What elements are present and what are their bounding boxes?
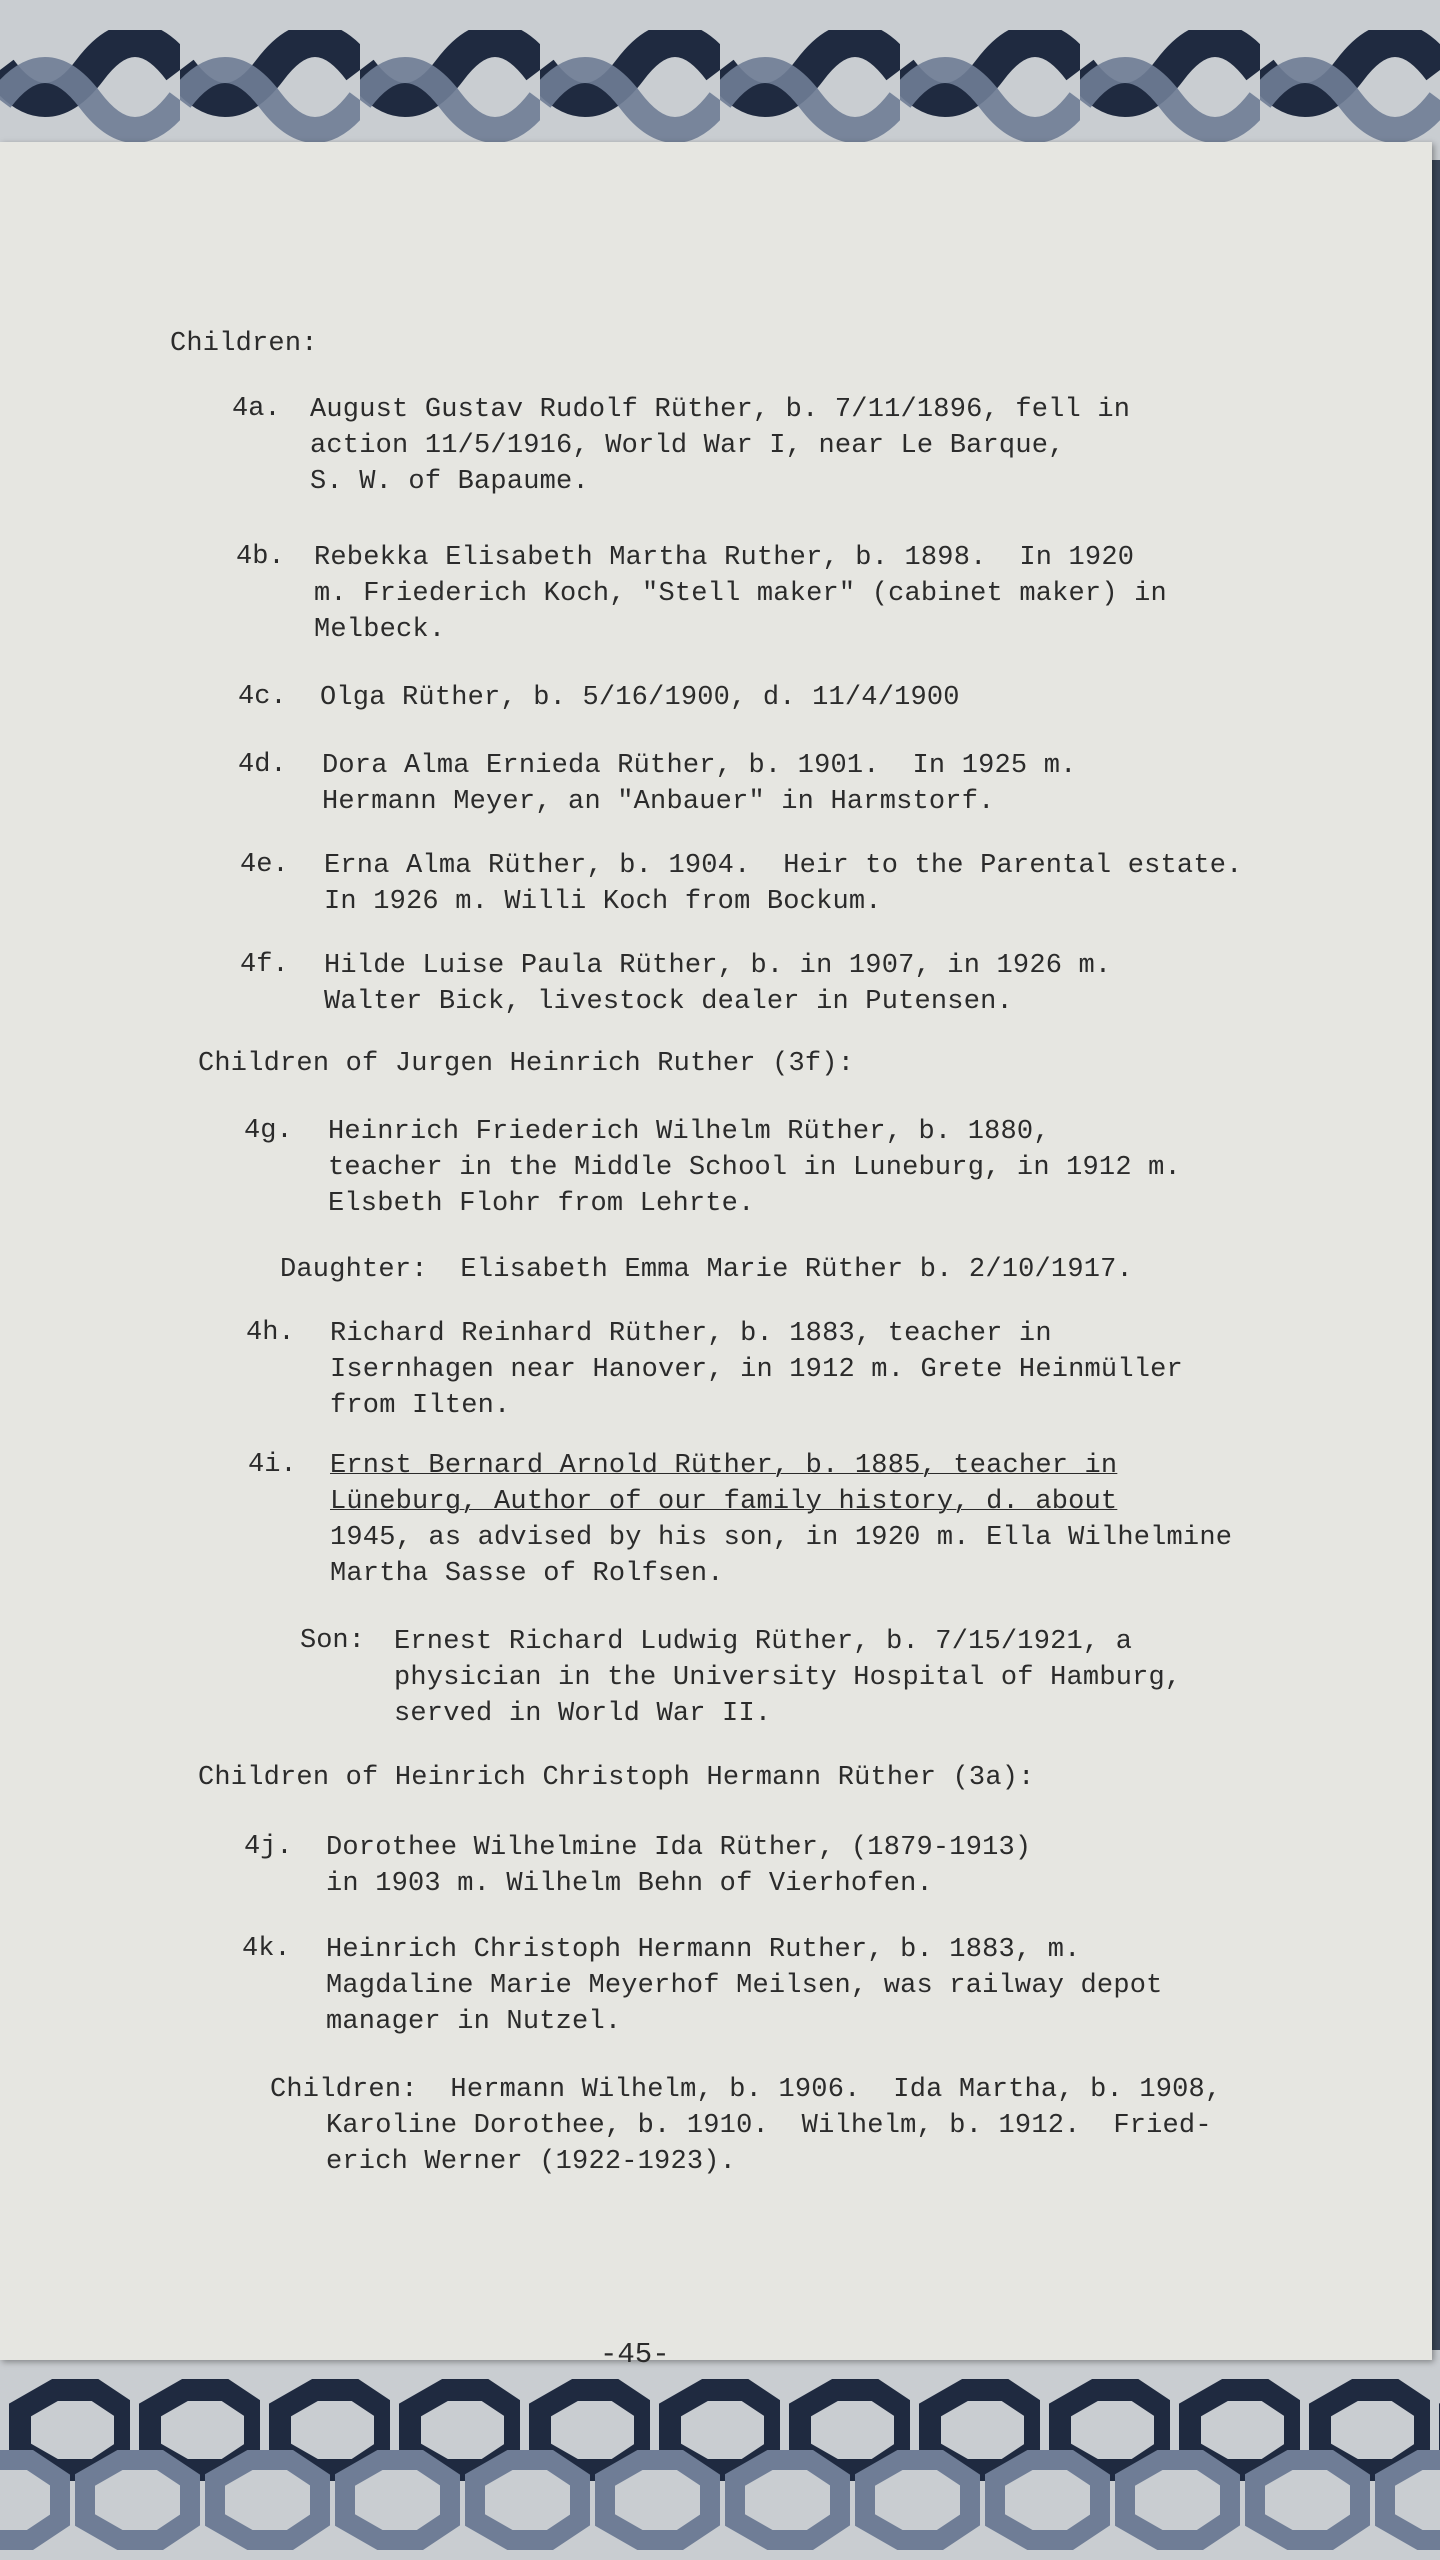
- entry-text: Olga Rüther, b. 5/16/1900, d. 11/4/1900: [320, 683, 960, 713]
- tablecloth-bottom: [0, 2350, 1440, 2560]
- children-line: Karoline Dorothee, b. 1910. Wilhelm, b. 1912. Fried-: [326, 2111, 1212, 2141]
- document-page: [0, 142, 1432, 2371]
- entry-text: August Gustav Rudolf Rüther, b. 7/11/1896, fell in: [310, 395, 1131, 425]
- entry-text: from Ilten.: [330, 1391, 511, 1421]
- children-heading: Children:: [170, 329, 318, 359]
- entry-number: 4i.: [248, 1450, 297, 1480]
- entry-text: Isernhagen near Hanover, in 1912 m. Grete Heinmüller: [330, 1355, 1183, 1385]
- section-heading: Children of Heinrich Christoph Hermann Rüther (3a):: [198, 1763, 1035, 1793]
- entry-text: Rebekka Elisabeth Martha Ruther, b. 1898. In 1920: [314, 543, 1135, 573]
- entry-number: 4f.: [240, 950, 289, 980]
- entry-text: Hermann Meyer, an "Anbauer" in Harmstorf.: [322, 787, 995, 817]
- entry-text: Melbeck.: [314, 615, 446, 645]
- entry-text: manager in Nutzel.: [326, 2007, 622, 2037]
- entry-text: Lüneburg, Author of our family history, d. about: [330, 1487, 1118, 1517]
- entry-number: 4j.: [244, 1832, 293, 1862]
- section-heading: Children of Jurgen Heinrich Ruther (3f):: [198, 1049, 855, 1079]
- son-text: Ernest Richard Ludwig Rüther, b. 7/15/1921, a: [394, 1627, 1133, 1657]
- entry-text: Hilde Luise Paula Rüther, b. in 1907, in 1926 m.: [324, 951, 1112, 981]
- entry-text: In 1926 m. Willi Koch from Bockum.: [324, 887, 882, 917]
- tablecloth-pattern-top: [0, 30, 1440, 150]
- entry-text: m. Friederich Koch, "Stell maker" (cabinet maker) in: [314, 579, 1167, 609]
- entry-number: 4k.: [242, 1934, 291, 1964]
- entry-text: Heinrich Christoph Hermann Ruther, b. 1883, m.: [326, 1935, 1081, 1965]
- entry-text: Magdaline Marie Meyerhof Meilsen, was railway depot: [326, 1971, 1163, 2001]
- entry-text: Heinrich Friederich Wilhelm Rüther, b. 1880,: [328, 1117, 1050, 1147]
- daughter-line: Daughter: Elisabeth Emma Marie Rüther b. 2/10/1917.: [280, 1255, 1133, 1285]
- entry-text: Erna Alma Rüther, b. 1904. Heir to the Parental estate.: [324, 851, 1243, 881]
- entry-text: Richard Reinhard Rüther, b. 1883, teacher in: [330, 1319, 1052, 1349]
- entry-text: Dorothee Wilhelmine Ida Rüther, (1879-1913): [326, 1833, 1032, 1863]
- entry-number: 4a.: [232, 394, 281, 424]
- son-label: Son:: [300, 1626, 365, 1656]
- son-text: served in World War II.: [394, 1699, 772, 1729]
- entry-number: 4h.: [246, 1318, 295, 1348]
- entry-number: 4b.: [236, 542, 285, 572]
- page-number: -45-: [600, 2338, 670, 2371]
- children-line: Children: Hermann Wilhelm, b. 1906. Ida Martha, b. 1908,: [270, 2075, 1222, 2105]
- entry-number: 4e.: [240, 850, 289, 880]
- entry-number: 4c.: [238, 682, 287, 712]
- entry-text: in 1903 m. Wilhelm Behn of Vierhofen.: [326, 1869, 933, 1899]
- entry-number: 4g.: [244, 1116, 293, 1146]
- son-text: physician in the University Hospital of Hamburg,: [394, 1663, 1182, 1693]
- entry-text: S. W. of Bapaume.: [310, 467, 589, 497]
- entry-number: 4d.: [238, 750, 287, 780]
- tablecloth-top: [0, 0, 1440, 160]
- entry-text: 1945, as advised by his son, in 1920 m. Ella Wilhelmine: [330, 1523, 1233, 1553]
- entry-text: Ernst Bernard Arnold Rüther, b. 1885, teacher in: [330, 1451, 1118, 1481]
- entry-text: Walter Bick, livestock dealer in Putensen.: [324, 987, 1013, 1017]
- entry-text: action 11/5/1916, World War I, near Le Barque,: [310, 431, 1065, 461]
- children-line: erich Werner (1922-1923).: [326, 2147, 737, 2177]
- entry-text: teacher in the Middle School in Luneburg, in 1912 m.: [328, 1153, 1181, 1183]
- entry-text: Martha Sasse of Rolfsen.: [330, 1559, 724, 1589]
- entry-text: Dora Alma Ernieda Rüther, b. 1901. In 1925 m.: [322, 751, 1077, 781]
- tablecloth-pattern-bottom: [0, 2370, 1440, 2550]
- entry-text: Elsbeth Flohr from Lehrte.: [328, 1189, 755, 1219]
